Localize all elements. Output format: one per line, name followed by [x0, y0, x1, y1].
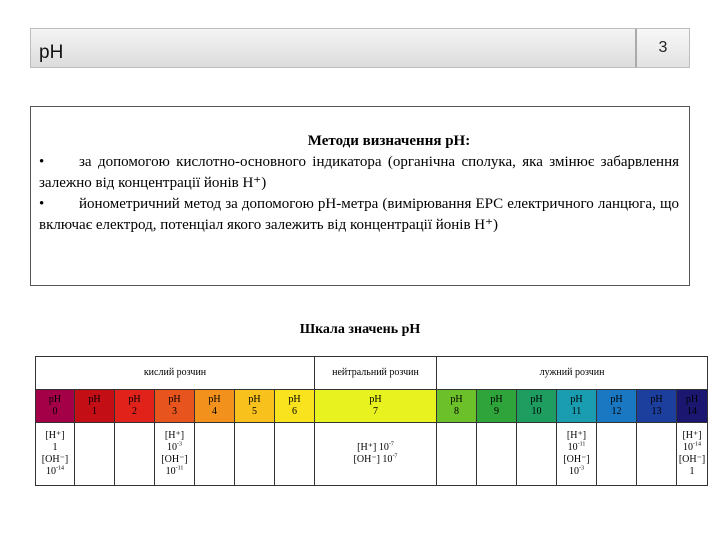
ph-cell-7: pH 7: [315, 390, 437, 423]
ph-cell-12: pH 12: [597, 390, 637, 423]
conc-cell-empty: [115, 423, 155, 486]
method-text: йонометричний метод за допомогою pH-метра (вимірювання ЕРС електричного ланцюга, що включає електрод, потенціал якого залежить від концентрації йонів H⁺): [39, 196, 679, 233]
ph-cell-14: pH 14: [677, 390, 708, 423]
slide-header: [30, 28, 690, 68]
conc-cell-empty: [195, 423, 235, 486]
group-alkaline: лужний розчин: [437, 357, 708, 390]
method-item-ph-meter: [39, 194, 679, 236]
conc-cell-empty: [637, 423, 677, 486]
slide-number: 3: [635, 29, 689, 67]
conc-cell-ph3: [H⁺] $10^{-3}$ [OH⁻] $10^{-11}$: [155, 423, 195, 486]
ph-cell-11: pH 11: [557, 390, 597, 423]
scale-title: Шкала значень pH: [299, 322, 421, 337]
slide-title: pH: [39, 42, 64, 63]
ph-cell-13: pH 13: [637, 390, 677, 423]
ph-cell-3: pH 3: [155, 390, 195, 423]
ph-cell-1: pH 1: [75, 390, 115, 423]
ph-cell-0: pH 0: [36, 390, 75, 423]
conc-cell-ph11: [H⁺] $10^{-11}$ [OH⁻] $10^{-3}$: [557, 423, 597, 486]
bullet-marker: •: [39, 154, 45, 170]
ph-cell-9: pH 9: [477, 390, 517, 423]
method-text: за допомогою кислотно-основного індикатора (органічна сполука, яка змінює забарвлення залежно від концентрації йонів H⁺): [39, 154, 679, 191]
conc-cell-empty: [477, 423, 517, 486]
ph-cell-8: pH 8: [437, 390, 477, 423]
methods-title: Методи визначення pH:: [307, 133, 471, 149]
ph-cell-6: pH 6: [275, 390, 315, 423]
conc-cell-empty: [275, 423, 315, 486]
ph-scale-table: [35, 356, 708, 486]
ph-cell-2: pH 2: [115, 390, 155, 423]
conc-cell-ph7: [H⁺] $10^{-7}$ [OH⁻] $10^{-7}$: [315, 423, 437, 486]
group-neutral: нейтральний розчин: [315, 357, 437, 390]
conc-cell-empty: [517, 423, 557, 486]
conc-cell-ph14: [H⁺] $10^{-14}$ [OH⁻] 1: [677, 423, 708, 486]
methods-box: [30, 106, 690, 286]
ph-cell-5: pH 5: [235, 390, 275, 423]
conc-cell-empty: [75, 423, 115, 486]
ph-cell-4: pH 4: [195, 390, 235, 423]
method-item-indicator: [39, 152, 679, 194]
bullet-marker: •: [39, 196, 45, 212]
conc-cell-empty: [597, 423, 637, 486]
ph-cell-10: pH 10: [517, 390, 557, 423]
conc-cell-ph0: [H⁺] 1 [OH⁻] $10^{-14}$: [36, 423, 75, 486]
group-acid: кислий розчин: [36, 357, 315, 390]
conc-cell-empty: [437, 423, 477, 486]
conc-cell-empty: [235, 423, 275, 486]
